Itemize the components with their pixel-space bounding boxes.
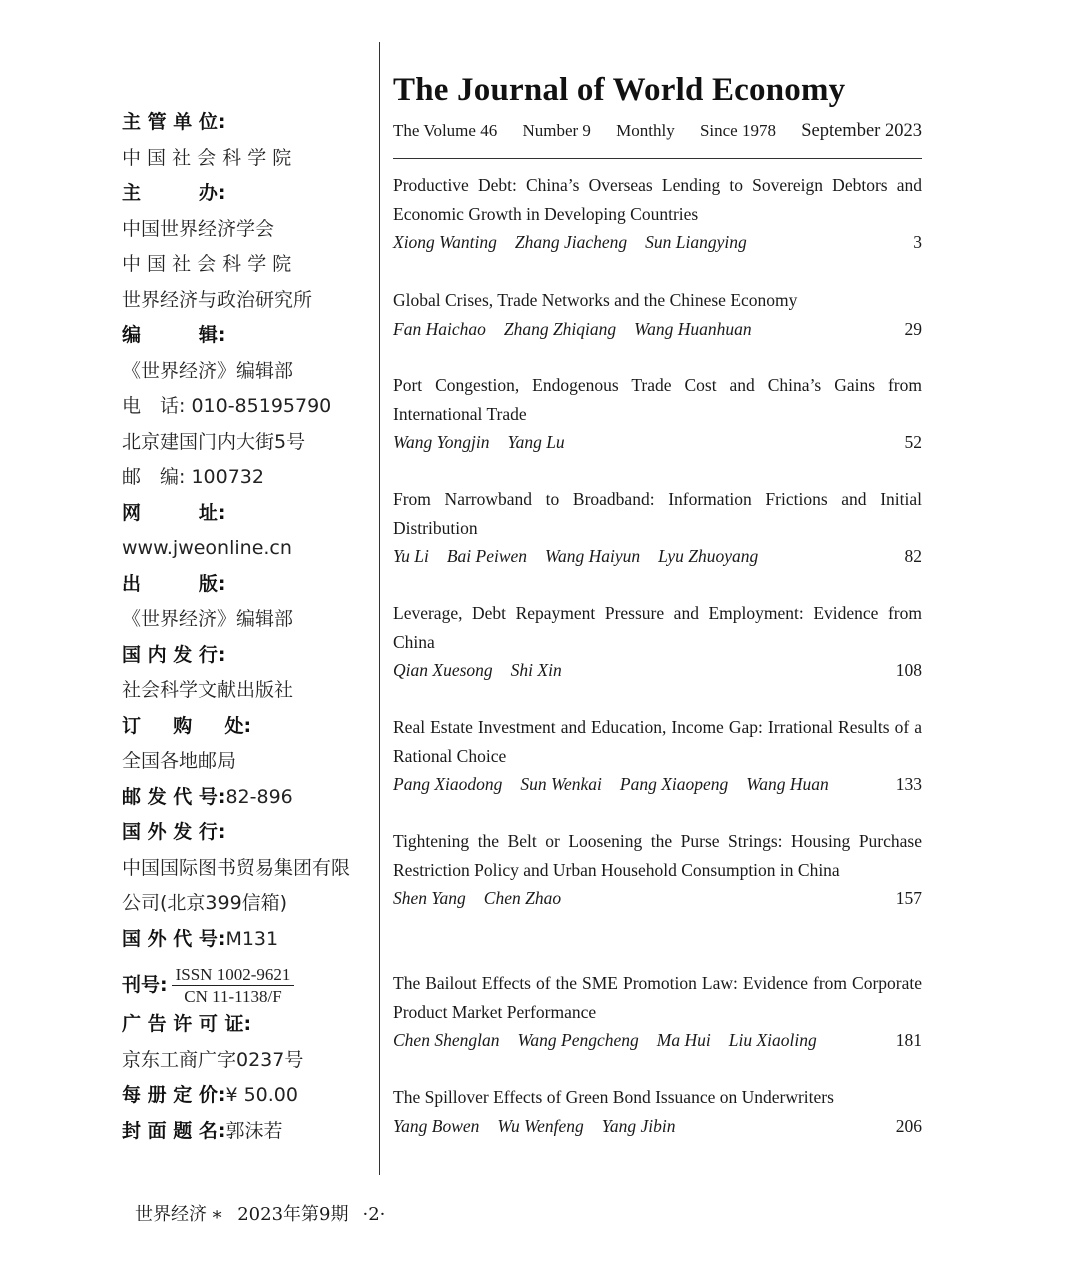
author-name: Sun Liangying xyxy=(645,232,747,252)
masthead-label: 国 外 代 号: xyxy=(122,927,226,950)
article-byline xyxy=(393,542,922,571)
masthead-label: 编 辑: xyxy=(122,324,226,346)
article-title[interactable]: Global Crises, Trade Networks and the Chinese Economy xyxy=(393,290,798,310)
article-page-number: 206 xyxy=(895,1115,922,1136)
masthead-value: 郭沫若 xyxy=(225,1119,283,1142)
article-byline xyxy=(393,656,922,685)
author-name: Fan Haichao xyxy=(393,318,486,339)
masthead-label: 广 告 许 可 证: xyxy=(122,1013,252,1035)
page-footer xyxy=(135,1200,399,1226)
issn-row xyxy=(122,960,362,1010)
masthead-row xyxy=(122,783,362,819)
author-name: Qian Xuesong xyxy=(393,660,493,680)
masthead-value: 中 国 社 会 科 学 院 xyxy=(122,253,292,275)
masthead-row xyxy=(122,428,362,464)
number: Number 9 xyxy=(522,121,591,140)
masthead-row xyxy=(122,712,362,748)
article-entry[interactable] xyxy=(393,371,922,457)
masthead-row xyxy=(122,818,362,854)
author-name: Zhang Zhiqiang xyxy=(503,318,617,339)
article-page-number: 29 xyxy=(904,318,922,339)
article-authors xyxy=(393,542,776,571)
masthead-info xyxy=(122,108,362,1152)
article-page-number: 108 xyxy=(895,660,922,680)
issue-date: September 2023 xyxy=(801,121,922,141)
article-authors xyxy=(393,656,580,685)
masthead-row xyxy=(122,108,362,144)
author-name: Yu Li xyxy=(393,546,429,566)
article-byline xyxy=(393,770,922,799)
masthead-row xyxy=(122,889,362,925)
author-name: Yang Lu xyxy=(507,432,565,452)
article-authors xyxy=(393,770,847,799)
article-authors xyxy=(393,315,770,344)
masthead-row xyxy=(122,570,362,606)
author-name: Wang Huanhuan xyxy=(634,318,752,339)
masthead-value: 82-896 xyxy=(225,785,293,808)
masthead-label: 网 址: xyxy=(122,501,226,524)
masthead-value: 邮 编: 100732 xyxy=(122,466,264,488)
masthead-row xyxy=(122,392,362,428)
masthead-row xyxy=(122,747,362,783)
masthead-row xyxy=(122,534,362,570)
masthead-row xyxy=(122,463,362,499)
author-name: Pang Xiaopeng xyxy=(619,774,729,794)
issn-fraction xyxy=(172,964,295,1007)
masthead-row xyxy=(122,321,362,357)
article-page-number: 3 xyxy=(913,232,922,252)
article-page-number: 52 xyxy=(904,432,922,452)
masthead-row xyxy=(122,605,362,641)
author-name: Wang Yongjin xyxy=(393,432,490,452)
masthead-row xyxy=(122,925,362,961)
journal-issue-info xyxy=(393,118,922,144)
masthead-value: 中国国际图书贸易集团有限 xyxy=(122,856,351,879)
masthead-label: 邮 发 代 号: xyxy=(122,785,226,808)
article-title[interactable]: Productive Debt: China’s Overseas Lending to Sovereign Debtors and Economic Growth in Developing Countries xyxy=(393,175,922,224)
author-name: Chen Zhao xyxy=(483,888,562,908)
author-name: Yang Bowen xyxy=(393,1115,480,1136)
article-authors xyxy=(393,1026,835,1055)
masthead-label: 订 购 处: xyxy=(122,714,252,737)
author-name: Chen Shenglan xyxy=(393,1030,500,1050)
masthead-value: 《世界经济》编辑部 xyxy=(122,359,294,382)
article-title[interactable]: Port Congestion, Endogenous Trade Cost and China’s Gains from International Trade xyxy=(393,375,922,424)
masthead-row xyxy=(122,357,362,393)
masthead-value: 《世界经济》编辑部 xyxy=(122,608,294,630)
article-authors xyxy=(393,228,765,257)
masthead-row xyxy=(122,1010,362,1046)
author-name: Shen Yang xyxy=(393,888,466,908)
contents-column xyxy=(393,68,922,1136)
author-name: Ma Hui xyxy=(656,1030,711,1050)
masthead-row xyxy=(122,1117,362,1153)
masthead-value: 全国各地邮局 xyxy=(122,750,237,772)
article-byline xyxy=(393,315,922,344)
masthead-value: 社会科学文献出版社 xyxy=(122,679,294,701)
article-title[interactable]: The Spillover Effects of Green Bond Issuance on Underwriters xyxy=(393,1087,834,1107)
masthead-value: 北京建国门内大街5号 xyxy=(122,430,306,453)
author-name: Xiong Wanting xyxy=(393,232,497,252)
masthead-label: 封 面 题 名: xyxy=(122,1119,226,1142)
article-entry[interactable] xyxy=(393,171,922,257)
footer-star: ∗ xyxy=(211,1204,224,1225)
issn-number: ISSN 1002-9621 xyxy=(172,964,295,986)
masthead-value: 京东工商广字0237号 xyxy=(122,1048,304,1071)
author-name: Wu Wenfeng xyxy=(497,1115,584,1136)
author-name: Pang Xiaodong xyxy=(393,774,503,794)
masthead-value: M131 xyxy=(225,927,279,950)
article-byline xyxy=(393,428,922,457)
masthead-row xyxy=(122,179,362,215)
masthead-row xyxy=(122,854,362,890)
column-divider xyxy=(379,42,380,1175)
masthead-row xyxy=(122,215,362,251)
footer-page-number: ·2· xyxy=(362,1204,386,1225)
masthead-row xyxy=(122,1081,362,1117)
author-name: Wang Haiyun xyxy=(545,546,641,566)
masthead-value: 中国世界经济学会 xyxy=(122,217,275,240)
cn-number: CN 11-1138/F xyxy=(184,986,282,1006)
article-title[interactable]: The Bailout Effects of the SME Promotion Law: Evidence from Corporate Product Market Performance xyxy=(393,973,922,1022)
masthead-label: 国 内 发 行: xyxy=(122,643,226,666)
article-page-number: 133 xyxy=(895,774,922,794)
article-title[interactable]: From Narrowband to Broadband: Information Frictions and Initial Distribution xyxy=(393,489,922,538)
article-byline xyxy=(393,228,922,257)
masthead-value: 公司(北京399信箱) xyxy=(122,892,288,914)
author-name: Bai Peiwen xyxy=(446,546,528,566)
volume: The Volume 46 xyxy=(393,121,498,140)
author-name: Wang Huan xyxy=(746,774,829,794)
author-name: Sun Wenkai xyxy=(520,774,602,794)
header-rule xyxy=(393,158,922,159)
since: Since 1978 xyxy=(699,121,776,140)
masthead-label: 主 办: xyxy=(122,182,226,204)
masthead-row xyxy=(122,1046,362,1082)
article-title[interactable]: Leverage, Debt Repayment Pressure and Employment: Evidence from China xyxy=(393,603,922,652)
masthead-label: 国 外 发 行: xyxy=(122,821,226,843)
masthead-value: 中 国 社 会 科 学 院 xyxy=(122,146,292,169)
article-byline xyxy=(393,1112,922,1141)
article-byline xyxy=(393,884,922,913)
masthead-value: ¥ 50.00 xyxy=(225,1084,298,1106)
article-title[interactable]: Tightening the Belt or Loosening the Purse Strings: Housing Purchase Restriction Policy and Urban Household Consumption in China xyxy=(393,831,922,880)
article-entry[interactable] xyxy=(393,485,922,571)
article-page-number: 82 xyxy=(904,546,922,566)
masthead-row xyxy=(122,144,362,180)
masthead-value: www.jweonline.cn xyxy=(122,537,292,559)
footer-issue: 2023年第9期 xyxy=(237,1204,349,1225)
article-entry[interactable] xyxy=(393,1083,922,1141)
masthead-row xyxy=(122,286,362,322)
article-entry[interactable] xyxy=(393,827,922,913)
author-name: Wang Pengcheng xyxy=(517,1030,639,1050)
masthead-label: 每 册 定 价: xyxy=(122,1084,226,1106)
article-entry[interactable] xyxy=(393,713,922,799)
article-page-number: 181 xyxy=(895,1030,922,1050)
masthead-row xyxy=(122,250,362,286)
article-entry[interactable] xyxy=(393,969,922,1055)
masthead-row xyxy=(122,676,362,712)
article-entry[interactable] xyxy=(393,286,922,344)
article-authors xyxy=(393,1112,694,1141)
journal-title: The Journal of World Economy xyxy=(393,72,846,108)
author-name: Yang Jibin xyxy=(601,1115,676,1136)
article-byline xyxy=(393,1026,922,1055)
masthead-value: 电 话: 010-85195790 xyxy=(122,395,332,417)
masthead-row xyxy=(122,641,362,677)
article-title[interactable]: Real Estate Investment and Education, Income Gap: Irrational Results of a Rational Choice xyxy=(393,717,922,766)
author-name: Zhang Jiacheng xyxy=(514,232,628,252)
masthead-row xyxy=(122,499,362,535)
author-name: Lyu Zhuoyang xyxy=(658,546,759,566)
masthead-label: 出 版: xyxy=(122,572,226,595)
issn-label: 刊号: xyxy=(122,974,168,996)
article-page-number: 157 xyxy=(895,888,922,908)
article-entry[interactable] xyxy=(393,599,922,685)
author-name: Liu Xiaoling xyxy=(728,1030,817,1050)
article-authors xyxy=(393,884,579,913)
frequency: Monthly xyxy=(616,121,675,140)
footer-journal-name: 世界经济 xyxy=(135,1204,207,1225)
article-authors xyxy=(393,428,583,457)
masthead-label: 主 管 单 位: xyxy=(122,111,226,133)
masthead-value: 世界经济与政治研究所 xyxy=(122,288,313,311)
author-name: Shi Xin xyxy=(510,660,562,680)
